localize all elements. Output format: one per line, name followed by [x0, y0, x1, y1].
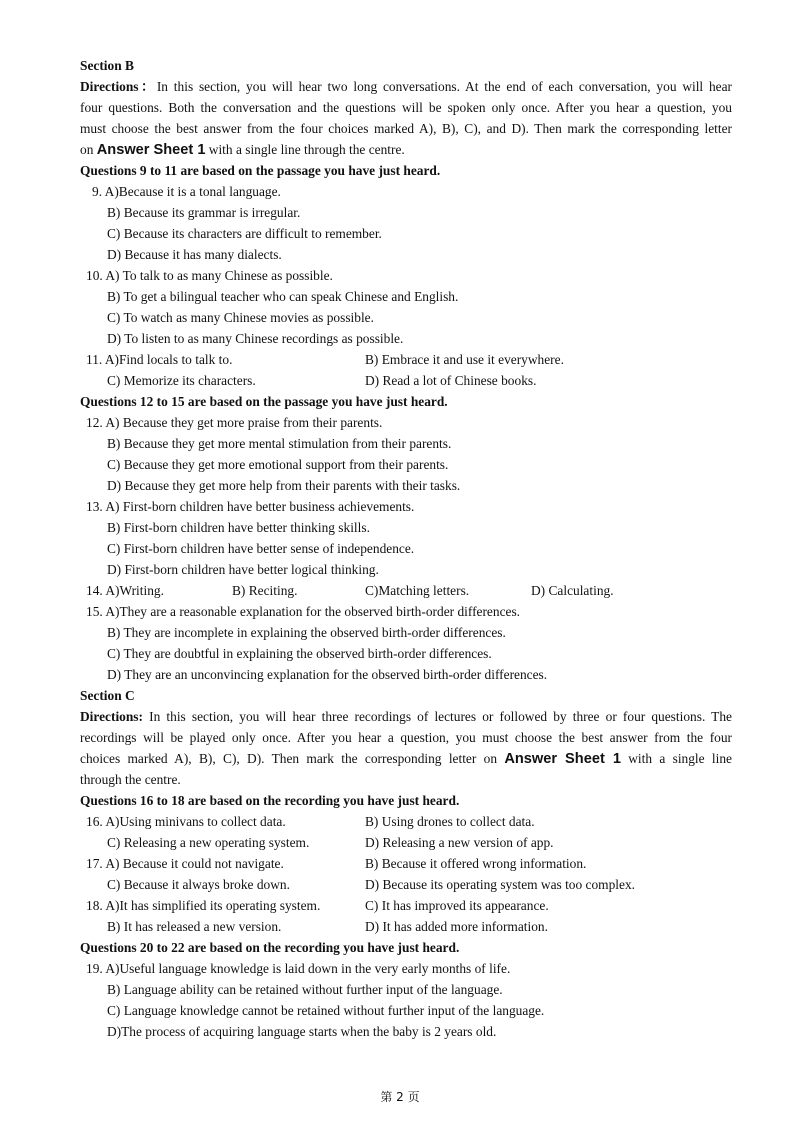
- question-10-option-d: D) To listen to as many Chinese recordings as possible.: [107, 331, 404, 346]
- question-16-option-b: B) Using drones to collect data.: [365, 814, 535, 829]
- question-12-option-c: C) Because they get more emotional support from their parents.: [107, 457, 449, 472]
- question-14-option-a: 14. A)Writing.: [86, 583, 164, 598]
- question-15-option-d: D) They are an unconvincing explanation for the observed birth-order differences.: [107, 667, 548, 682]
- question-11-option-d: D) Read a lot of Chinese books.: [365, 373, 537, 388]
- answer-sheet-label: Answer Sheet 1: [504, 751, 621, 767]
- section-c-directions-line-2: recordings will be played only once. After you hear a question, you must choose the best answer from the four: [80, 730, 732, 745]
- question-18-option-a: 18. A)It has simplified its operating system.: [86, 898, 321, 913]
- section-b-directions-line-2: four questions. Both the conversation and the questions will be spoken only once. After you hear a question, you: [80, 100, 732, 115]
- question-19-option-b: B) Language ability can be retained without further input of the language.: [107, 982, 503, 997]
- question-group-heading: Questions 20 to 22 are based on the recording you have just heard.: [80, 940, 460, 955]
- section-c-title: Section C: [80, 688, 135, 703]
- question-11-option-c: C) Memorize its characters.: [107, 373, 256, 388]
- question-group-heading: Questions 16 to 18 are based on the recording you have just heard.: [80, 793, 460, 808]
- question-9-option-d: D) Because it has many dialects.: [107, 247, 282, 262]
- question-18-option-b: B) It has released a new version.: [107, 919, 282, 934]
- question-12-option-a: 12. A) Because they get more praise from their parents.: [86, 415, 383, 430]
- question-9-option-a: 9. A)Because it is a tonal language.: [92, 184, 281, 199]
- section-c-directions-line-3: choices marked A), B), C), D). Then mark the corresponding letter on Answer Sheet 1 with a single line: [80, 751, 732, 767]
- question-19-option-c: C) Language knowledge cannot be retained without further input of the language.: [107, 1003, 545, 1018]
- directions-label: Directions：: [80, 79, 157, 94]
- question-17-option-d: D) Because its operating system was too complex.: [365, 877, 635, 892]
- question-15-option-c: C) They are doubtful in explaining the observed birth-order differences.: [107, 646, 492, 661]
- question-12-option-b: B) Because they get more mental stimulation from their parents.: [107, 436, 452, 451]
- question-19-option-d: D)The process of acquiring language starts when the baby is 2 years old.: [107, 1024, 497, 1039]
- question-12-option-d: D) Because they get more help from their parents with their tasks.: [107, 478, 461, 493]
- section-c-directions-line-1: Directions: In this section, you will hear three recordings of lectures or followed by three or four questions. The: [80, 709, 732, 724]
- question-17-option-c: C) Because it always broke down.: [107, 877, 290, 892]
- question-14-option-d: D) Calculating.: [531, 583, 614, 598]
- question-13-option-d: D) First-born children have better logical thinking.: [107, 562, 379, 577]
- question-15-option-b: B) They are incomplete in explaining the observed birth-order differences.: [107, 625, 506, 640]
- question-16-option-a: 16. A)Using minivans to collect data.: [86, 814, 286, 829]
- question-16-option-d: D) Releasing a new version of app.: [365, 835, 554, 850]
- answer-sheet-label: Answer Sheet 1: [96, 142, 206, 158]
- page-number: 第 2 页: [380, 1090, 420, 1104]
- question-14-option-c: C)Matching letters.: [365, 583, 470, 598]
- question-14-option-b: B) Reciting.: [232, 583, 298, 598]
- question-13-option-c: C) First-born children have better sense of independence.: [107, 541, 415, 556]
- section-c-directions-line-4: through the centre.: [80, 772, 181, 787]
- question-10-option-c: C) To watch as many Chinese movies as possible.: [107, 310, 374, 325]
- section-b-directions-line-4: on Answer Sheet 1 with a single line through the centre.: [80, 142, 405, 158]
- question-9-option-b: B) Because its grammar is irregular.: [107, 205, 301, 220]
- section-b-title: Section B: [80, 58, 134, 73]
- question-18-option-c: C) It has improved its appearance.: [365, 898, 549, 913]
- question-9-option-c: C) Because its characters are difficult to remember.: [107, 226, 382, 241]
- question-16-option-c: C) Releasing a new operating system.: [107, 835, 310, 850]
- question-10-option-b: B) To get a bilingual teacher who can speak Chinese and English.: [107, 289, 459, 304]
- section-b-directions-line-3: must choose the best answer from the four choices marked A), B), C), and D). Then mark the corresponding letter: [80, 121, 732, 136]
- question-11-option-a: 11. A)Find locals to talk to.: [86, 352, 233, 367]
- question-13-option-b: B) First-born children have better thinking skills.: [107, 520, 370, 535]
- question-19-option-a: 19. A)Useful language knowledge is laid down in the very early months of life.: [86, 961, 511, 976]
- question-10-option-a: 10. A) To talk to as many Chinese as possible.: [86, 268, 333, 283]
- question-13-option-a: 13. A) First-born children have better business achievements.: [86, 499, 415, 514]
- question-group-heading: Questions 9 to 11 are based on the passage you have just heard.: [80, 163, 441, 178]
- question-group-heading: Questions 12 to 15 are based on the passage you have just heard.: [80, 394, 448, 409]
- question-15-option-a: 15. A)They are a reasonable explanation for the observed birth-order differences.: [86, 604, 521, 619]
- directions-label: Directions:: [80, 709, 143, 724]
- question-17-option-b: B) Because it offered wrong information.: [365, 856, 587, 871]
- question-18-option-d: D) It has added more information.: [365, 919, 548, 934]
- section-b-directions-line-1: Directions：In this section, you will hear two long conversations. At the end of each conversation, you will hear: [80, 79, 733, 94]
- question-17-option-a: 17. A) Because it could not navigate.: [86, 856, 284, 871]
- question-11-option-b: B) Embrace it and use it everywhere.: [365, 352, 564, 367]
